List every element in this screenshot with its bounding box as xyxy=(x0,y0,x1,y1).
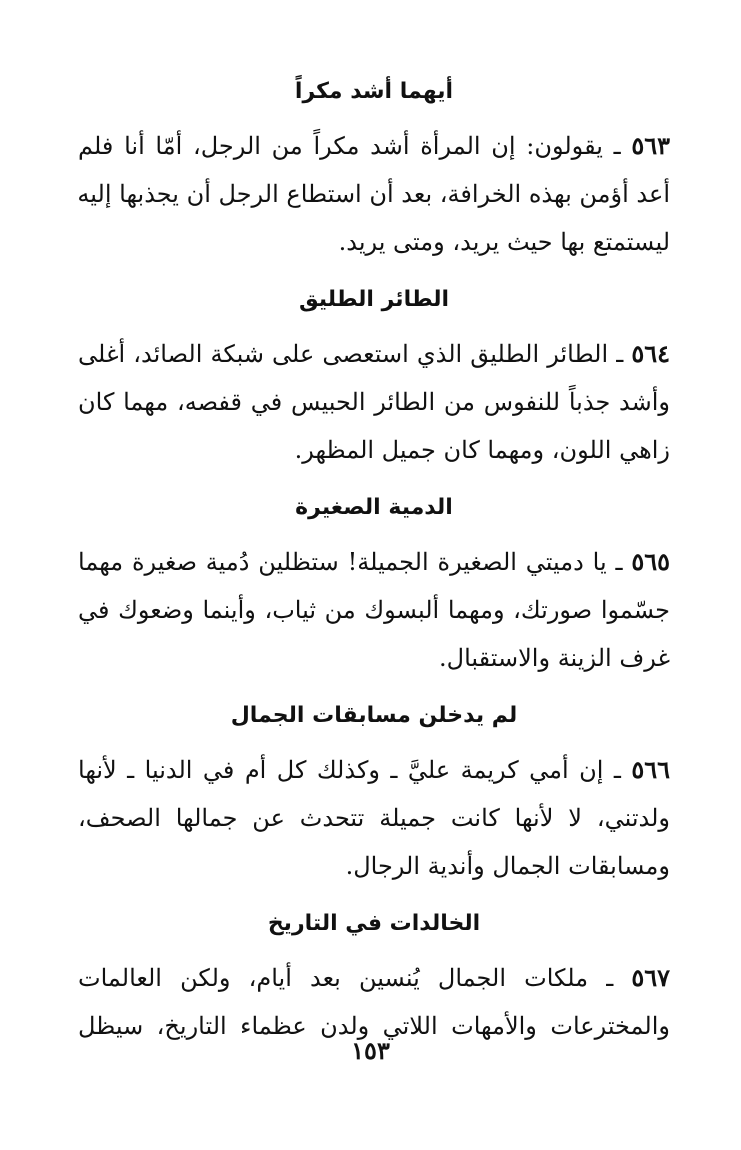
line-text: يا دميتي الصغيرة الجميلة! ستظلين دُمية صغيرة مهما xyxy=(78,548,607,576)
paragraph-line: جسّموا صورتك، ومهما ألبسوك من ثياب، وأينما وضعوك في xyxy=(78,596,670,624)
paragraph-line: والمخترعات والأمهات اللاتي ولدن عظماء التاريخ، سيظل xyxy=(78,1012,670,1040)
entry-number: ٥٦٤ xyxy=(631,339,670,368)
paragraph-line: ٥٦٧ ـ ملكات الجمال يُنسين بعد أيام، ولكن العالمات xyxy=(78,963,670,992)
paragraph-line: ٥٦٥ ـ يا دميتي الصغيرة الجميلة! ستظلين دُمية صغيرة مهما xyxy=(78,547,670,576)
paragraph xyxy=(78,746,670,890)
paragraph-line: ولدتني، لا لأنها كانت جميلة تتحدث عن جمالها الصحف، xyxy=(78,804,670,832)
paragraph-line: ومسابقات الجمال وأندية الرجال. xyxy=(345,852,670,880)
line-text: يقولون: إن المرأة أشد مكراً من الرجل، أمّا أنا فلم xyxy=(78,132,603,160)
page-content xyxy=(78,72,670,1064)
paragraph xyxy=(78,330,670,474)
paragraph-line: وأشد جذباً للنفوس من الطائر الحبيس في قفصه، مهما كان xyxy=(78,388,671,416)
page-number: ١٥٣ xyxy=(351,1036,390,1065)
section-heading: أيهما أشد مكراً xyxy=(294,79,454,104)
paragraph-line: ٥٦٦ ـ إن أمي كريمة عليَّ ـ وكذلك كل أم في الدنيا ـ لأنها xyxy=(78,755,670,784)
paragraph-line: ٥٦٤ ـ الطائر الطليق الذي استعصى على شبكة الصائد، أغلى xyxy=(78,339,670,368)
line-text: إن أمي كريمة عليَّ ـ وكذلك كل أم في الدنيا ـ لأنها xyxy=(78,756,604,784)
paragraph-line: غرف الزينة والاستقبال. xyxy=(439,644,670,672)
entry-number: ٥٦٥ xyxy=(631,547,670,576)
paragraph-line: ٥٦٣ ـ يقولون: إن المرأة أشد مكراً من الرجل، أمّا أنا فلم xyxy=(78,131,670,160)
paragraph xyxy=(78,538,670,682)
section-heading: لم يدخلن مسابقات الجمال xyxy=(230,703,518,728)
paragraph xyxy=(78,122,670,266)
entry-number: ٥٦٧ xyxy=(631,963,670,992)
section-heading: الخالدات في التاريخ xyxy=(267,911,481,936)
entry-number: ٥٦٣ xyxy=(631,131,670,160)
section-heading: الطائر الطليق xyxy=(298,287,450,312)
paragraph-line: زاهي اللون، ومهما كان جميل المظهر. xyxy=(294,436,670,464)
line-text: ملكات الجمال يُنسين بعد أيام، ولكن العالمات xyxy=(78,964,589,992)
paragraph-line: ليستمتع بها حيث يريد، ومتى يريد. xyxy=(338,228,670,256)
paragraph-line: أعد أؤمن بهذه الخرافة، بعد أن استطاع الرجل أن يجذبها إليه xyxy=(77,180,670,208)
section-heading: الدمية الصغيرة xyxy=(295,495,453,520)
line-text: الطائر الطليق الذي استعصى على شبكة الصائد، أغلى xyxy=(78,340,609,368)
entry-number: ٥٦٦ xyxy=(631,755,670,784)
